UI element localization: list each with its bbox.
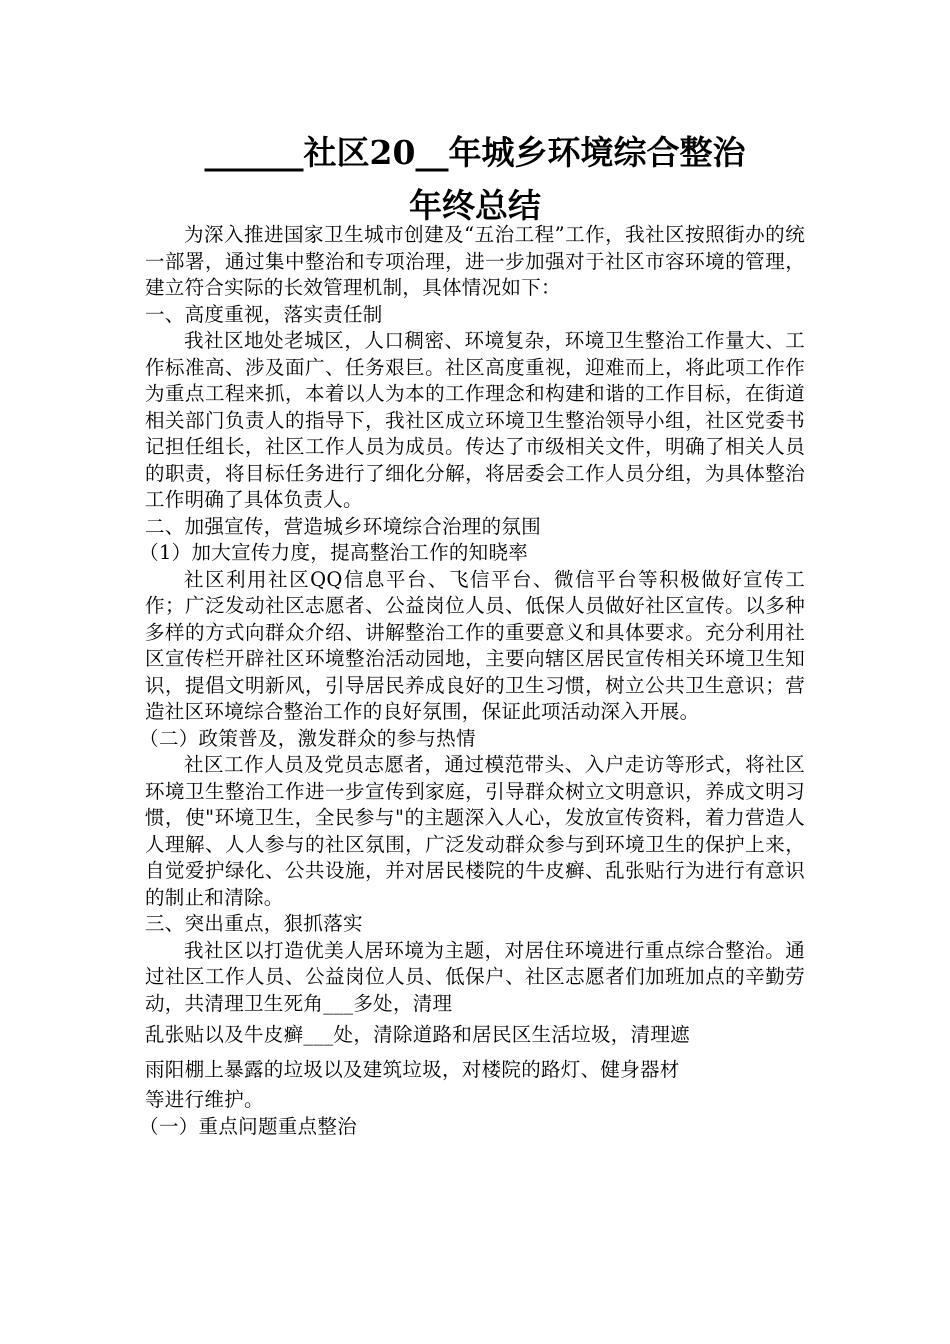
paragraph-section-2-1: 社区利用社区QQ信息平台、飞信平台、微信平台等积极做好宣传工作；广泛发动社区志愿者、公益岗位人员、低保人员做好社区宣传。以多种多样的方式向群众介绍、讲解整治工作的重要意义和具体要求。充分利用社区宣传栏开辟社区环境整治活动园地，主要向辖区居民宣传相关环境卫生知识，提倡文明新风，引导居民养成良好的卫生习惯，树立公共卫生意识；营造社区环境综合整治工作的良好氛围，保证此项活动深入开展。: [145, 567, 805, 723]
section-heading-3: 三、突出重点，狠抓落实: [145, 912, 363, 935]
paragraph-section-3-b: 乱张贴以及牛皮癣___处，清除道路和居民区生活垃圾，清理遮: [145, 1023, 690, 1046]
paragraph-section-3-d: 等进行维护。: [145, 1088, 264, 1111]
paragraph-intro: 为深入推进国家卫生城市创建及“五治工程”工作，我社区按照街办的统一部署，通过集中整治和专项治理，进一步加强对于社区市容环境的管理，建立符合实际的长效管理机制，具体情况如下：: [145, 223, 805, 299]
document-body: [139, 222, 805, 1140]
subsection-heading-3-1: （一）重点问题重点整治: [139, 1114, 357, 1138]
paragraph-section-2-2: 社区工作人员及党员志愿者，通过模范带头、入户走访等形式，将社区环境卫生整治工作进一步宣传到家庭，引导群众树立文明意识，养成文明习惯，使"环境卫生，全民参与"的主题深入人心，发放宣传资料，着力营造人人理解、人人参与的社区氛围，广泛发动群众参与到环境卫生的保护上来，自觉爱护绿化、公共设施，并对居民楼院的牛皮癣、乱张贴行为进行有意识的制止和清除。: [145, 753, 805, 909]
paragraph-section-3-a: 我社区以打造优美人居环境为主题，对居住环境进行重点综合整治。通过社区工作人员、公益岗位人员、低保户、社区志愿者们加班加点的辛勤劳动，共清理卫生死角___多处，清理: [145, 938, 805, 1015]
subsection-heading-2-2: （二）政策普及，激发群众的参与热情: [139, 726, 476, 750]
document-title-line2: 年终总结: [409, 186, 541, 225]
document-title-line1: ______社区20__年城乡环境综合整治: [204, 133, 746, 172]
paragraph-section-3-c: 雨阳棚上暴露的垃圾以及建筑垃圾，对楼院的路灯、健身器材: [145, 1058, 680, 1081]
section-heading-2: 二、加强宣传，营造城乡环境综合治理的氛围: [145, 514, 542, 538]
section-heading-1: 一、高度重视，落实责任制: [145, 302, 383, 326]
subsection-heading-2-1: （1）加大宣传力度，提高整治工作的知晓率: [139, 541, 529, 564]
paragraph-section-1: 我社区地处老城区，人口稠密、环境复杂，环境卫生整治工作量大、工作标准高、涉及面广、任务艰巨。社区高度重视，迎难而上，将此项工作作为重点工程来抓，本着以人为本的工作理念和构建和谐的工作目标，在街道相关部门负责人的指导下，我社区成立环境卫生整治领导小组，社区党委书记担任组长，社区工作人员为成员。传达了市级相关文件，明确了相关人员的职责，将目标任务进行了细化分解，将居委会工作人员分组，为具体整治工作明确了具体负责人。: [145, 329, 805, 511]
